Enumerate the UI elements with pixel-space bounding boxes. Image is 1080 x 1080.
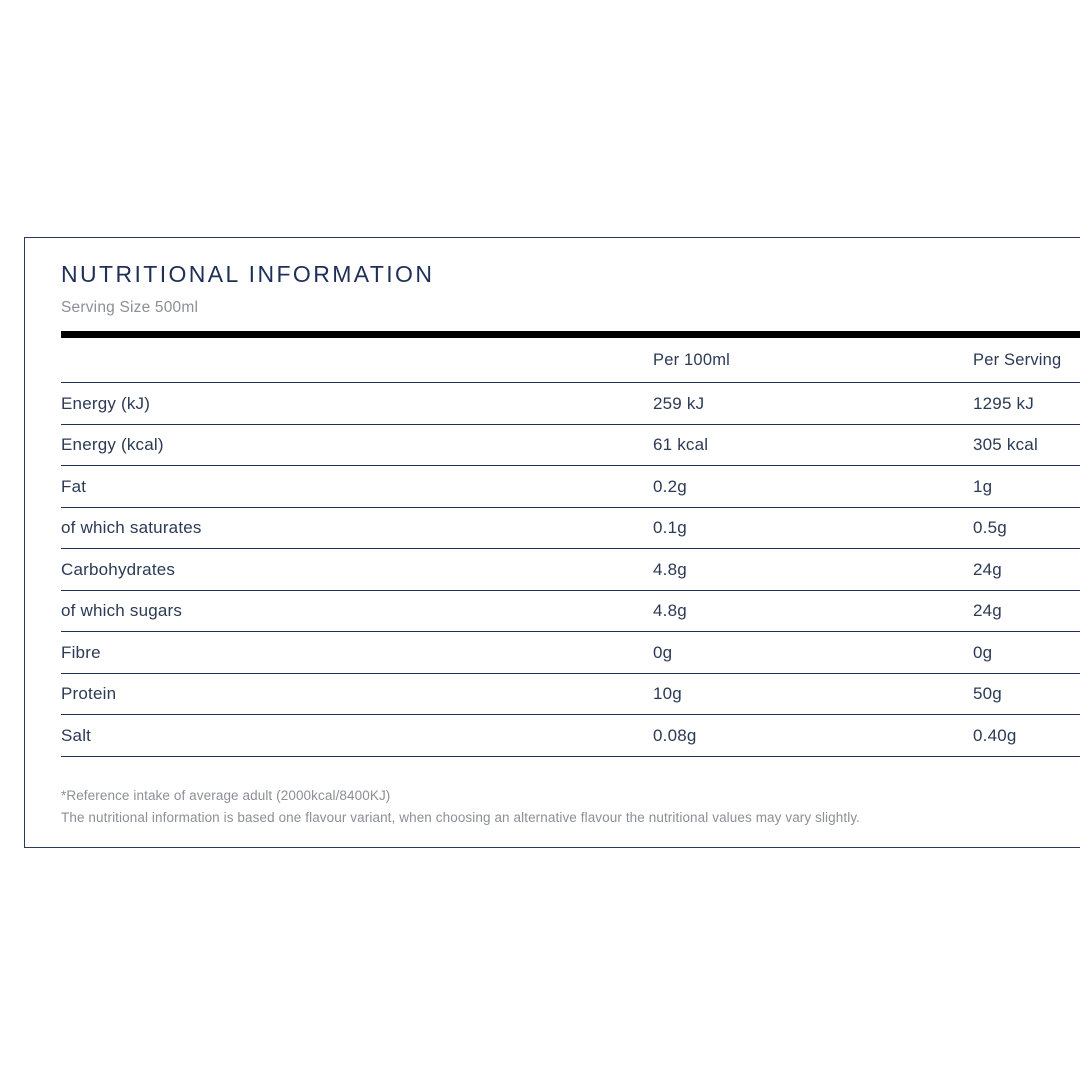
table-row [61,715,1080,757]
table-row [61,507,1080,549]
page-title: NUTRITIONAL INFORMATION [61,261,435,287]
cell-per-100ml: 259 kJ [653,383,973,425]
column-header-per-serving: Per Serving [973,338,1080,383]
cell-nutrient-name: Salt [61,715,653,757]
cell-nutrient-name: Fibre [61,632,653,674]
nutrition-table-body [61,383,1080,757]
cell-per-serving: 0g [973,632,1080,674]
cell-per-serving: 0.5g [973,507,1080,549]
column-header-nutrient [61,338,653,383]
cell-per-100ml: 10g [653,673,973,715]
cell-per-100ml: 61 kcal [653,424,973,466]
footnotes [61,785,1080,830]
cell-nutrient-name: Fat [61,466,653,508]
table-row [61,466,1080,508]
cell-per-serving: 24g [973,590,1080,632]
table-row [61,424,1080,466]
table-row [61,673,1080,715]
cell-per-serving: 1g [973,466,1080,508]
table-row [61,549,1080,591]
cell-per-serving: 1295 kJ [973,383,1080,425]
cell-per-serving: 305 kcal [973,424,1080,466]
column-header-per-100ml: Per 100ml [653,338,973,383]
table-header-row [61,338,1080,383]
table-row [61,383,1080,425]
cell-nutrient-name: of which saturates [61,507,653,549]
cell-per-serving: 50g [973,673,1080,715]
nutrition-panel-inner [25,238,1080,847]
cell-nutrient-name: Carbohydrates [61,549,653,591]
nutrition-table-head [61,338,1080,383]
nutrition-panel [24,237,1080,848]
cell-nutrient-name: Energy (kcal) [61,424,653,466]
cell-per-100ml: 0.2g [653,466,973,508]
cell-per-100ml: 4.8g [653,549,973,591]
footnote-flavour-variant: The nutritional information is based one flavour variant, when choosing an alternative flavour the nutritional values may vary slightly. [61,810,861,826]
cell-per-100ml: 4.8g [653,590,973,632]
header-divider [61,331,1080,338]
table-row [61,590,1080,632]
cell-per-serving: 24g [973,549,1080,591]
cell-per-serving: 0.40g [973,715,1080,757]
cell-nutrient-name: Energy (kJ) [61,383,653,425]
table-row [61,632,1080,674]
cell-per-100ml: 0g [653,632,973,674]
cell-per-100ml: 0.1g [653,507,973,549]
footnote-reference-intake: *Reference intake of average adult (2000kcal/8400KJ) [61,787,391,803]
cell-nutrient-name: Protein [61,673,653,715]
cell-nutrient-name: of which sugars [61,590,653,632]
nutrition-table [61,338,1080,757]
cell-per-100ml: 0.08g [653,715,973,757]
serving-size-label: Serving Size 500ml [61,299,199,317]
